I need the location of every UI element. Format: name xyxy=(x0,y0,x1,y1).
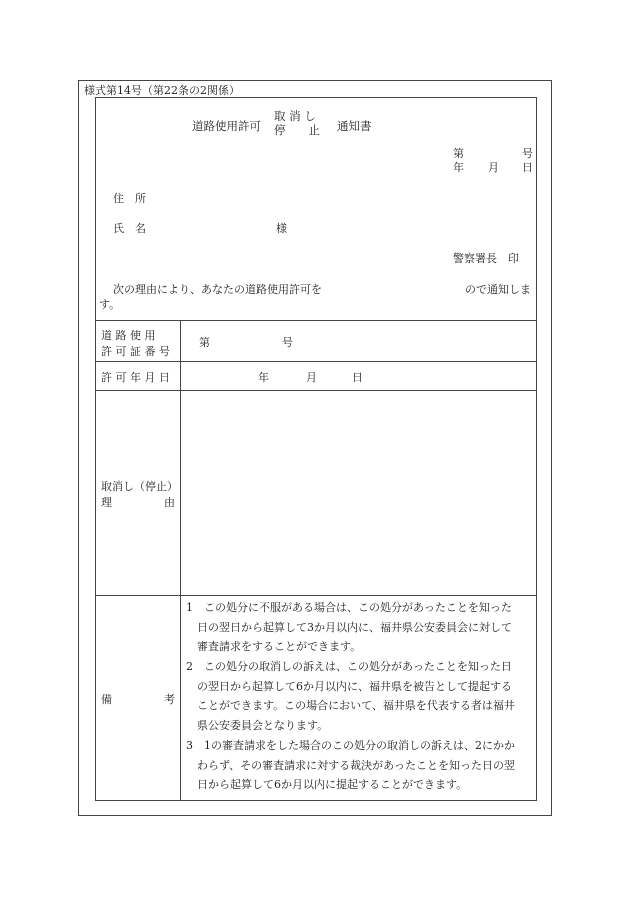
permit-date-year: 年 xyxy=(258,371,269,384)
remarks-note-2 xyxy=(186,657,534,735)
note-line: 県公安委員会となります。 xyxy=(186,718,329,732)
title-suffix: 通知書 xyxy=(337,119,372,133)
permit-date-day: 日 xyxy=(352,371,363,384)
reason-label-2a: 理 xyxy=(101,496,112,509)
permit-no-dai: 第 xyxy=(199,336,210,349)
honorific: 様 xyxy=(276,222,287,235)
permit-no-label-1: 道 路 使 用 xyxy=(101,329,156,342)
remarks-label-a: 備 xyxy=(101,693,112,706)
statement-cont: す。 xyxy=(99,298,121,311)
address-label: 住 所 xyxy=(113,192,146,205)
reason-label-1: 取消し（停止） xyxy=(101,480,178,493)
note-line: の翌日から起算して6か月以内に、福井県を被告として提起する xyxy=(186,679,512,693)
row-line-3 xyxy=(95,595,537,596)
form-label: 様式第14号（第22条の2関係） xyxy=(84,84,240,97)
note-line: 審査請求をすることができます。 xyxy=(186,640,362,654)
remarks-note-3 xyxy=(186,736,534,795)
permit-no-go: 号 xyxy=(282,336,293,349)
statement-right: ので通知しま xyxy=(465,283,531,296)
title-option-cancel: 取 消 し xyxy=(274,109,316,123)
date-year: 年 xyxy=(453,161,464,174)
permit-date-label: 許 可 年 月 日 xyxy=(101,371,170,384)
reason-label-2b: 由 xyxy=(164,496,175,509)
note-line: 3 1の審査請求をした場合のこの処分の取消しの訴えは、2にかか xyxy=(186,739,515,752)
remarks-label-b: 考 xyxy=(164,693,175,706)
doc-number-go: 号 xyxy=(522,147,533,160)
permit-date-month: 月 xyxy=(306,371,317,384)
row-line-1 xyxy=(95,361,537,362)
date-day: 日 xyxy=(522,161,533,174)
note-line: 2 この処分の取消しの訴えは、この処分があったことを知った日 xyxy=(186,660,512,673)
remarks-note-1 xyxy=(186,598,534,657)
row-line-2 xyxy=(95,390,537,391)
issuer: 警察署長 印 xyxy=(453,252,519,265)
note-line: 1 この処分に不服がある場合は、この処分があったことを知った xyxy=(186,601,512,614)
name-label: 氏 名 xyxy=(113,222,146,235)
permit-no-label-2: 許 可 証 番 号 xyxy=(101,345,170,358)
title-prefix: 道路使用許可 xyxy=(192,119,261,133)
note-line: わらず、その審査請求に対する裁決があったことを知った日の翌 xyxy=(186,758,516,772)
note-line: 日から起算して6か月以内に提起することができます。 xyxy=(186,778,468,792)
note-line: 日の翌日から起算して3か月以内に、福井県公安委員会に対して xyxy=(186,620,512,634)
doc-number-dai: 第 xyxy=(453,147,464,160)
table-top-line xyxy=(95,320,537,321)
statement-left: 次の理由により、あなたの道路使用許可を xyxy=(113,283,322,296)
column-divider xyxy=(180,320,181,801)
title-option-suspend: 停 止 xyxy=(274,123,320,137)
date-month: 月 xyxy=(488,161,499,174)
note-line: ことができます。この場合において、福井県を代表する者は福井 xyxy=(186,699,515,713)
